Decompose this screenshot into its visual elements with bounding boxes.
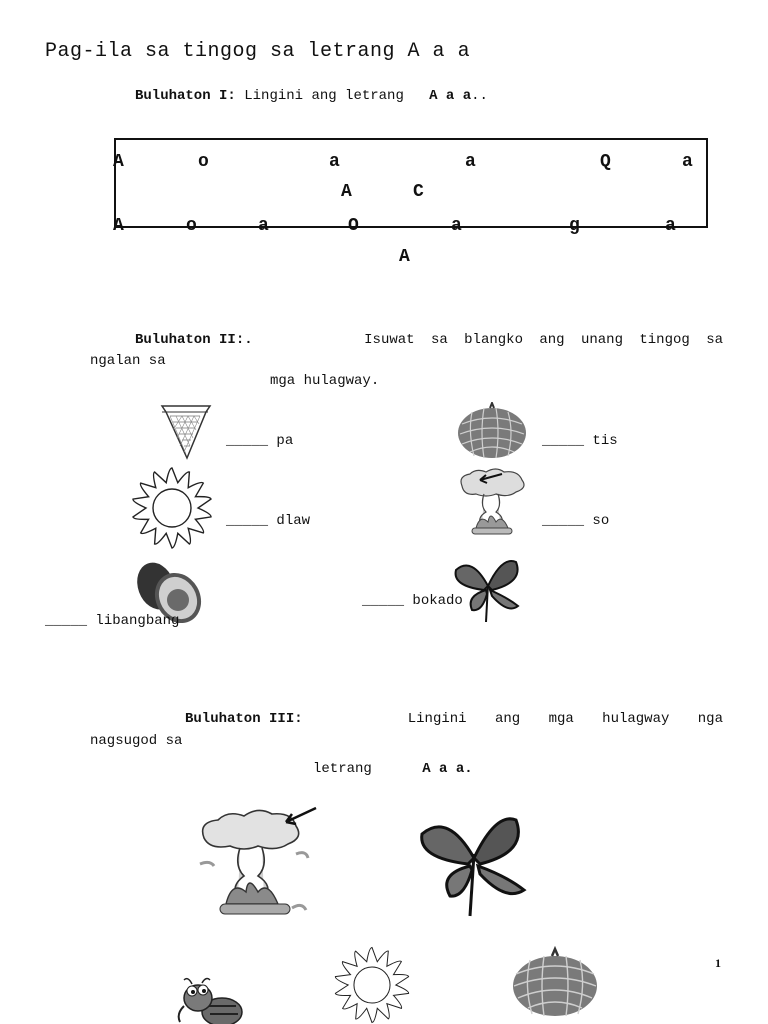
- task1-label: Buluhaton I:: [135, 88, 236, 104]
- ice-cream-cone-icon: [160, 404, 212, 460]
- grid-letter[interactable]: o: [186, 216, 197, 236]
- task3-letters: A a a.: [422, 761, 473, 777]
- task1-instruction: Lingini ang letrang: [244, 88, 404, 104]
- task1-instruction-line: [135, 88, 488, 104]
- answer-blank[interactable]: _____: [45, 613, 88, 629]
- page-title: Pag-ila sa tingog sa letrang A a a: [45, 40, 471, 63]
- butterfly-icon: [452, 556, 524, 624]
- word-fragment: tis: [592, 433, 618, 449]
- grid-letter[interactable]: a: [329, 152, 340, 172]
- grid-letter[interactable]: o: [198, 152, 209, 172]
- answer-blank[interactable]: _____: [226, 433, 269, 449]
- answer-row: [45, 613, 179, 629]
- grid-letter[interactable]: a: [465, 152, 476, 172]
- task2-instruction-line3: mga hulagway.: [270, 373, 380, 389]
- answer-blank[interactable]: _____: [226, 513, 269, 529]
- task3-instruction-line1: [185, 711, 723, 727]
- ant-icon[interactable]: [170, 974, 248, 1024]
- grid-letter[interactable]: a: [451, 216, 462, 236]
- task2-instruction-line1: [135, 332, 723, 348]
- grid-letter[interactable]: a: [682, 152, 693, 172]
- task3-label: Buluhaton III:: [185, 711, 303, 727]
- word-fragment: bokado: [412, 593, 463, 609]
- task2-instruction: Isuwat sa blangko ang unang tingog sa: [364, 332, 723, 348]
- grid-letter[interactable]: A: [399, 247, 410, 267]
- answer-row: [226, 513, 310, 529]
- task2-instruction-line2: ngalan sa: [90, 353, 166, 369]
- task3-instruction-line3: [313, 761, 473, 777]
- page-number: 1: [715, 956, 721, 970]
- grid-letter[interactable]: a: [665, 216, 676, 236]
- answer-blank[interactable]: _____: [542, 433, 585, 449]
- task2-label: Buluhaton II:.: [135, 332, 253, 348]
- grid-letter[interactable]: C: [413, 182, 424, 202]
- sugar-apple-icon: [456, 402, 528, 460]
- task3-instruction-line2: nagsugod sa: [90, 733, 183, 749]
- sun-icon[interactable]: [318, 946, 426, 1024]
- word-fragment: so: [592, 513, 610, 529]
- smoke-fire-icon[interactable]: [196, 804, 320, 922]
- task1-letters: A a a: [429, 88, 472, 104]
- grid-letter[interactable]: A: [113, 216, 124, 236]
- grid-letter[interactable]: Q: [600, 152, 611, 172]
- task3-instruction-word: letrang: [313, 761, 372, 777]
- grid-letter[interactable]: A: [113, 152, 124, 172]
- task3-instruction: Lingini ang mga hulagway nga: [407, 711, 723, 727]
- answer-row: [362, 593, 463, 609]
- smoke-fire-icon: [456, 466, 528, 540]
- word-fragment: dlaw: [276, 513, 311, 529]
- answer-row: [542, 513, 609, 529]
- task1-suffix: ..: [471, 88, 488, 104]
- grid-letter[interactable]: O: [348, 216, 359, 236]
- sugar-apple-icon[interactable]: [510, 946, 600, 1018]
- word-fragment: libangbang: [95, 613, 180, 629]
- word-fragment: pa: [276, 433, 294, 449]
- answer-row: [226, 433, 293, 449]
- grid-letter[interactable]: g: [569, 216, 580, 236]
- answer-blank[interactable]: _____: [362, 593, 405, 609]
- answer-row: [542, 433, 618, 449]
- grid-letter[interactable]: A: [341, 182, 352, 202]
- grid-letter[interactable]: a: [258, 216, 269, 236]
- sun-icon: [130, 466, 214, 550]
- answer-blank[interactable]: _____: [542, 513, 585, 529]
- butterfly-icon[interactable]: [418, 812, 530, 918]
